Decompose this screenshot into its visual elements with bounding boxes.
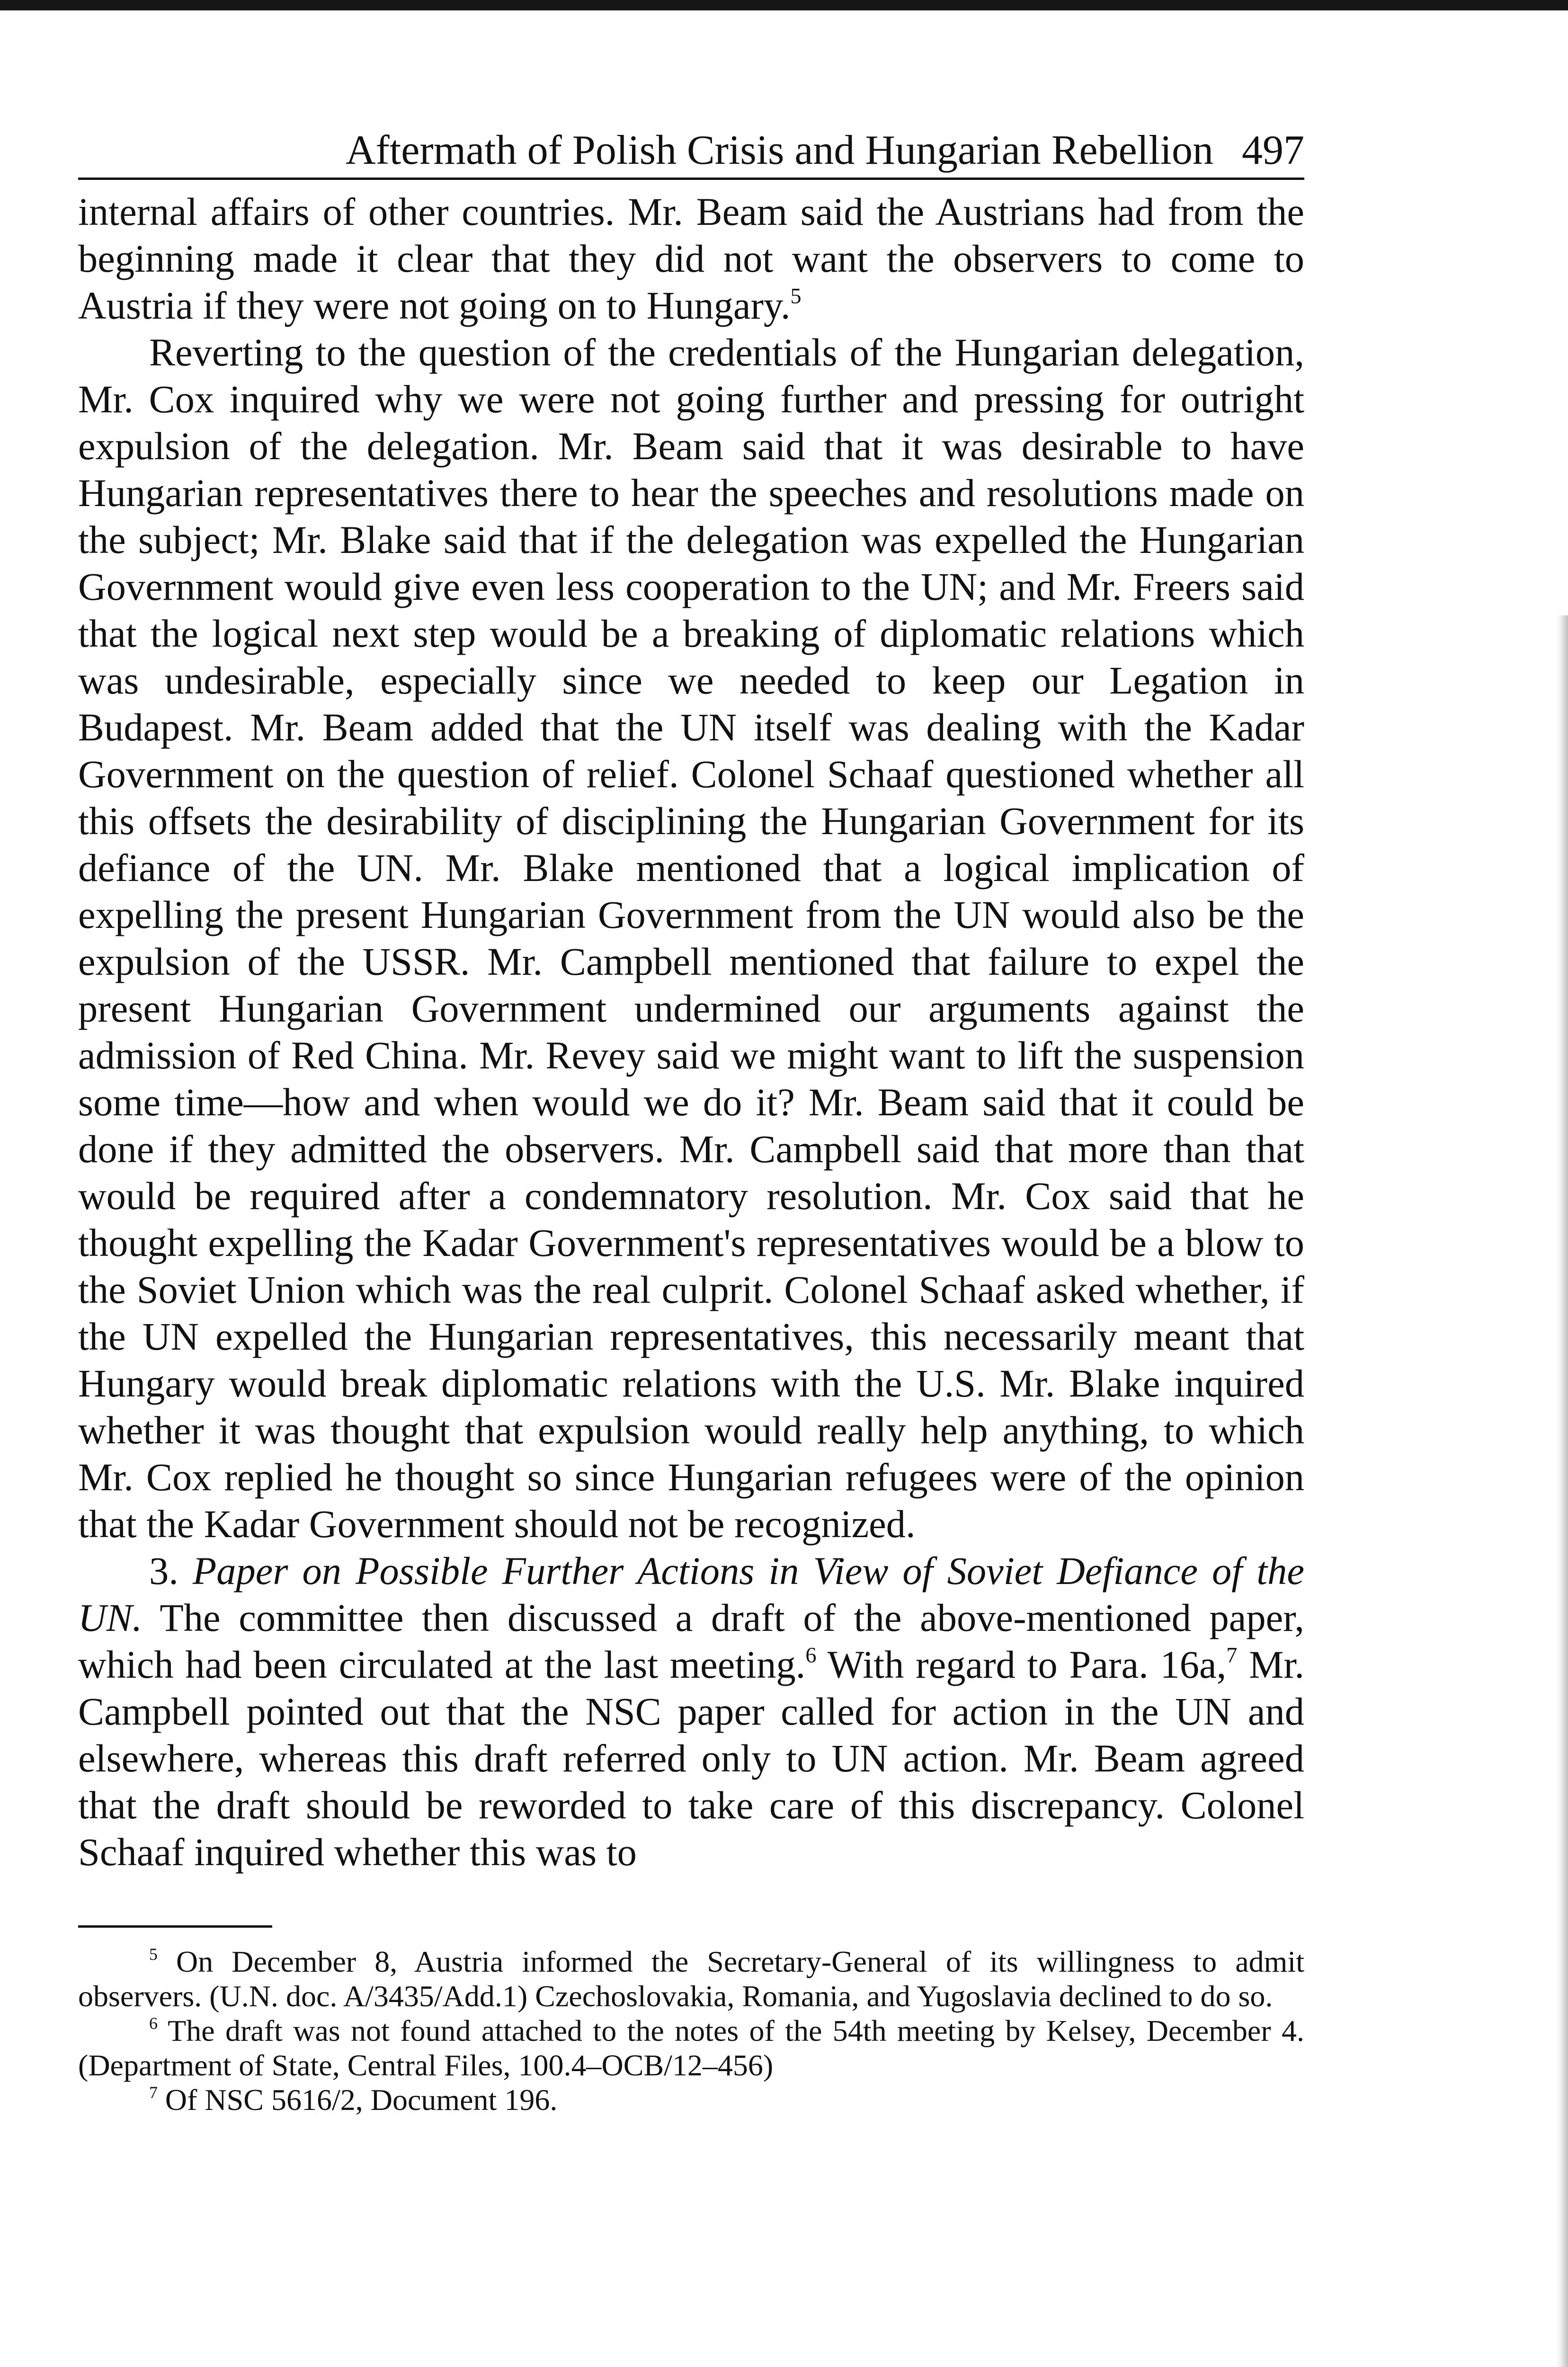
body-text [78,188,1304,1876]
section-number: 3. [149,1549,178,1593]
footnote-5-marker: 5 [149,1944,158,1964]
paragraph-1-text: internal affairs of other countries. Mr. Beam said the Austrians had from the beginning made it clear that they did not want the observers to come to Austria if they were not going on to Hungary. [78,190,1304,327]
section-title: Paper on Possible Further Actions in View of Soviet Defiance of the UN. [78,1549,1304,1639]
running-title: Aftermath of Polish Crisis and Hungarian Rebellion [345,127,1213,173]
scan-right-shadow [1556,615,1568,2367]
footnote-ref-5: 5 [790,284,802,308]
footnote-rule [78,1925,272,1928]
footnote-ref-6: 6 [805,1643,817,1667]
paragraph-1 [78,188,1304,329]
document-page [78,123,1304,2117]
footnote-7-text: Of NSC 5616/2, Document 196. [165,2083,558,2117]
paragraph-3-text-b: With regard to Para. 16a, [827,1643,1227,1686]
paragraph-3-text-a: The committee then discussed a draft of the above-mentioned paper, which had been circulated at the last meeting. [78,1596,1304,1686]
paragraph-2-text: Reverting to the question of the credentials of the Hungarian delegation, Mr. Cox inquired why we were not going further and pressing for outright expulsion of the delegation. Mr. Beam said that it was desirable to have Hungarian representatives there to hear the speeches and resolutions made on the subject; Mr. Blake said that if the delegation was expelled the Hungarian Government would give even less cooperation to the UN; and Mr. Freers said that the logical next step would be a breaking of diplomatic relations which was undesirable, especially since we needed to keep our Legation in Budapest. Mr. Beam added that the UN itself was dealing with the Kadar Government on the question of relief. Colonel Schaaf questioned whether all this offsets the desirability of disciplining the Hungarian Government for its defiance of the UN. Mr. Blake mentioned that a logical implication of expelling the present Hungarian Government from the UN would also be the expulsion of the USSR. Mr. Campbell mentioned that failure to expel the present Hungarian Government undermined our arguments against the admission of Red China. Mr. Revey said we might want to lift the suspension some time—how and when would we do it? Mr. Beam said that it could be done if they admitted the observers. Mr. Campbell said that more than that would be required after a condemnatory resolution. Mr. Cox said that he thought expelling the Kadar Government's representatives would be a blow to the Soviet Union which was the real culprit. Colonel Schaaf asked whether, if the UN expelled the Hungarian representatives, this necessarily meant that Hungary would break diplomatic relations with the U.S. Mr. Blake inquired whether it was thought that expulsion would really help anything, to which Mr. Cox replied he thought so since Hungarian refugees were of the opinion that the Kadar Government should not be recognized. [78,330,1304,1546]
paragraph-3-text-c: Mr. Campbell pointed out that the NSC paper called for action in the UN and elsewhere, whereas this draft referred only to UN action. Mr. Beam agreed that the draft should be reworded to take care of this discrepancy. Colonel Schaaf inquired whether this was to [78,1643,1305,1874]
paragraph-3 [78,1548,1304,1876]
scan-top-border [0,0,1568,10]
footnote-6-text: The draft was not found attached to the notes of the 54th meeting by Kelsey, December 4. (Department of State, Central Files, 100.4–OCB/12–456) [78,2014,1304,2082]
paragraph-2 [78,329,1304,1548]
footnote-6-marker: 6 [149,2013,158,2033]
footnote-7 [78,2082,1304,2117]
footnotes [78,1944,1304,2117]
footnote-5 [78,1944,1304,2013]
footnote-6 [78,2013,1304,2082]
footnote-7-marker: 7 [149,2082,158,2102]
footnote-ref-7: 7 [1226,1643,1238,1667]
page-number: 497 [1242,127,1304,173]
running-header [78,123,1304,180]
footnote-5-text: On December 8, Austria informed the Secretary-General of its willingness to admit observers. (U.N. doc. A/3435/Add.1) Czechoslovakia, Romania, and Yugoslavia declined to do so. [78,1945,1305,2013]
